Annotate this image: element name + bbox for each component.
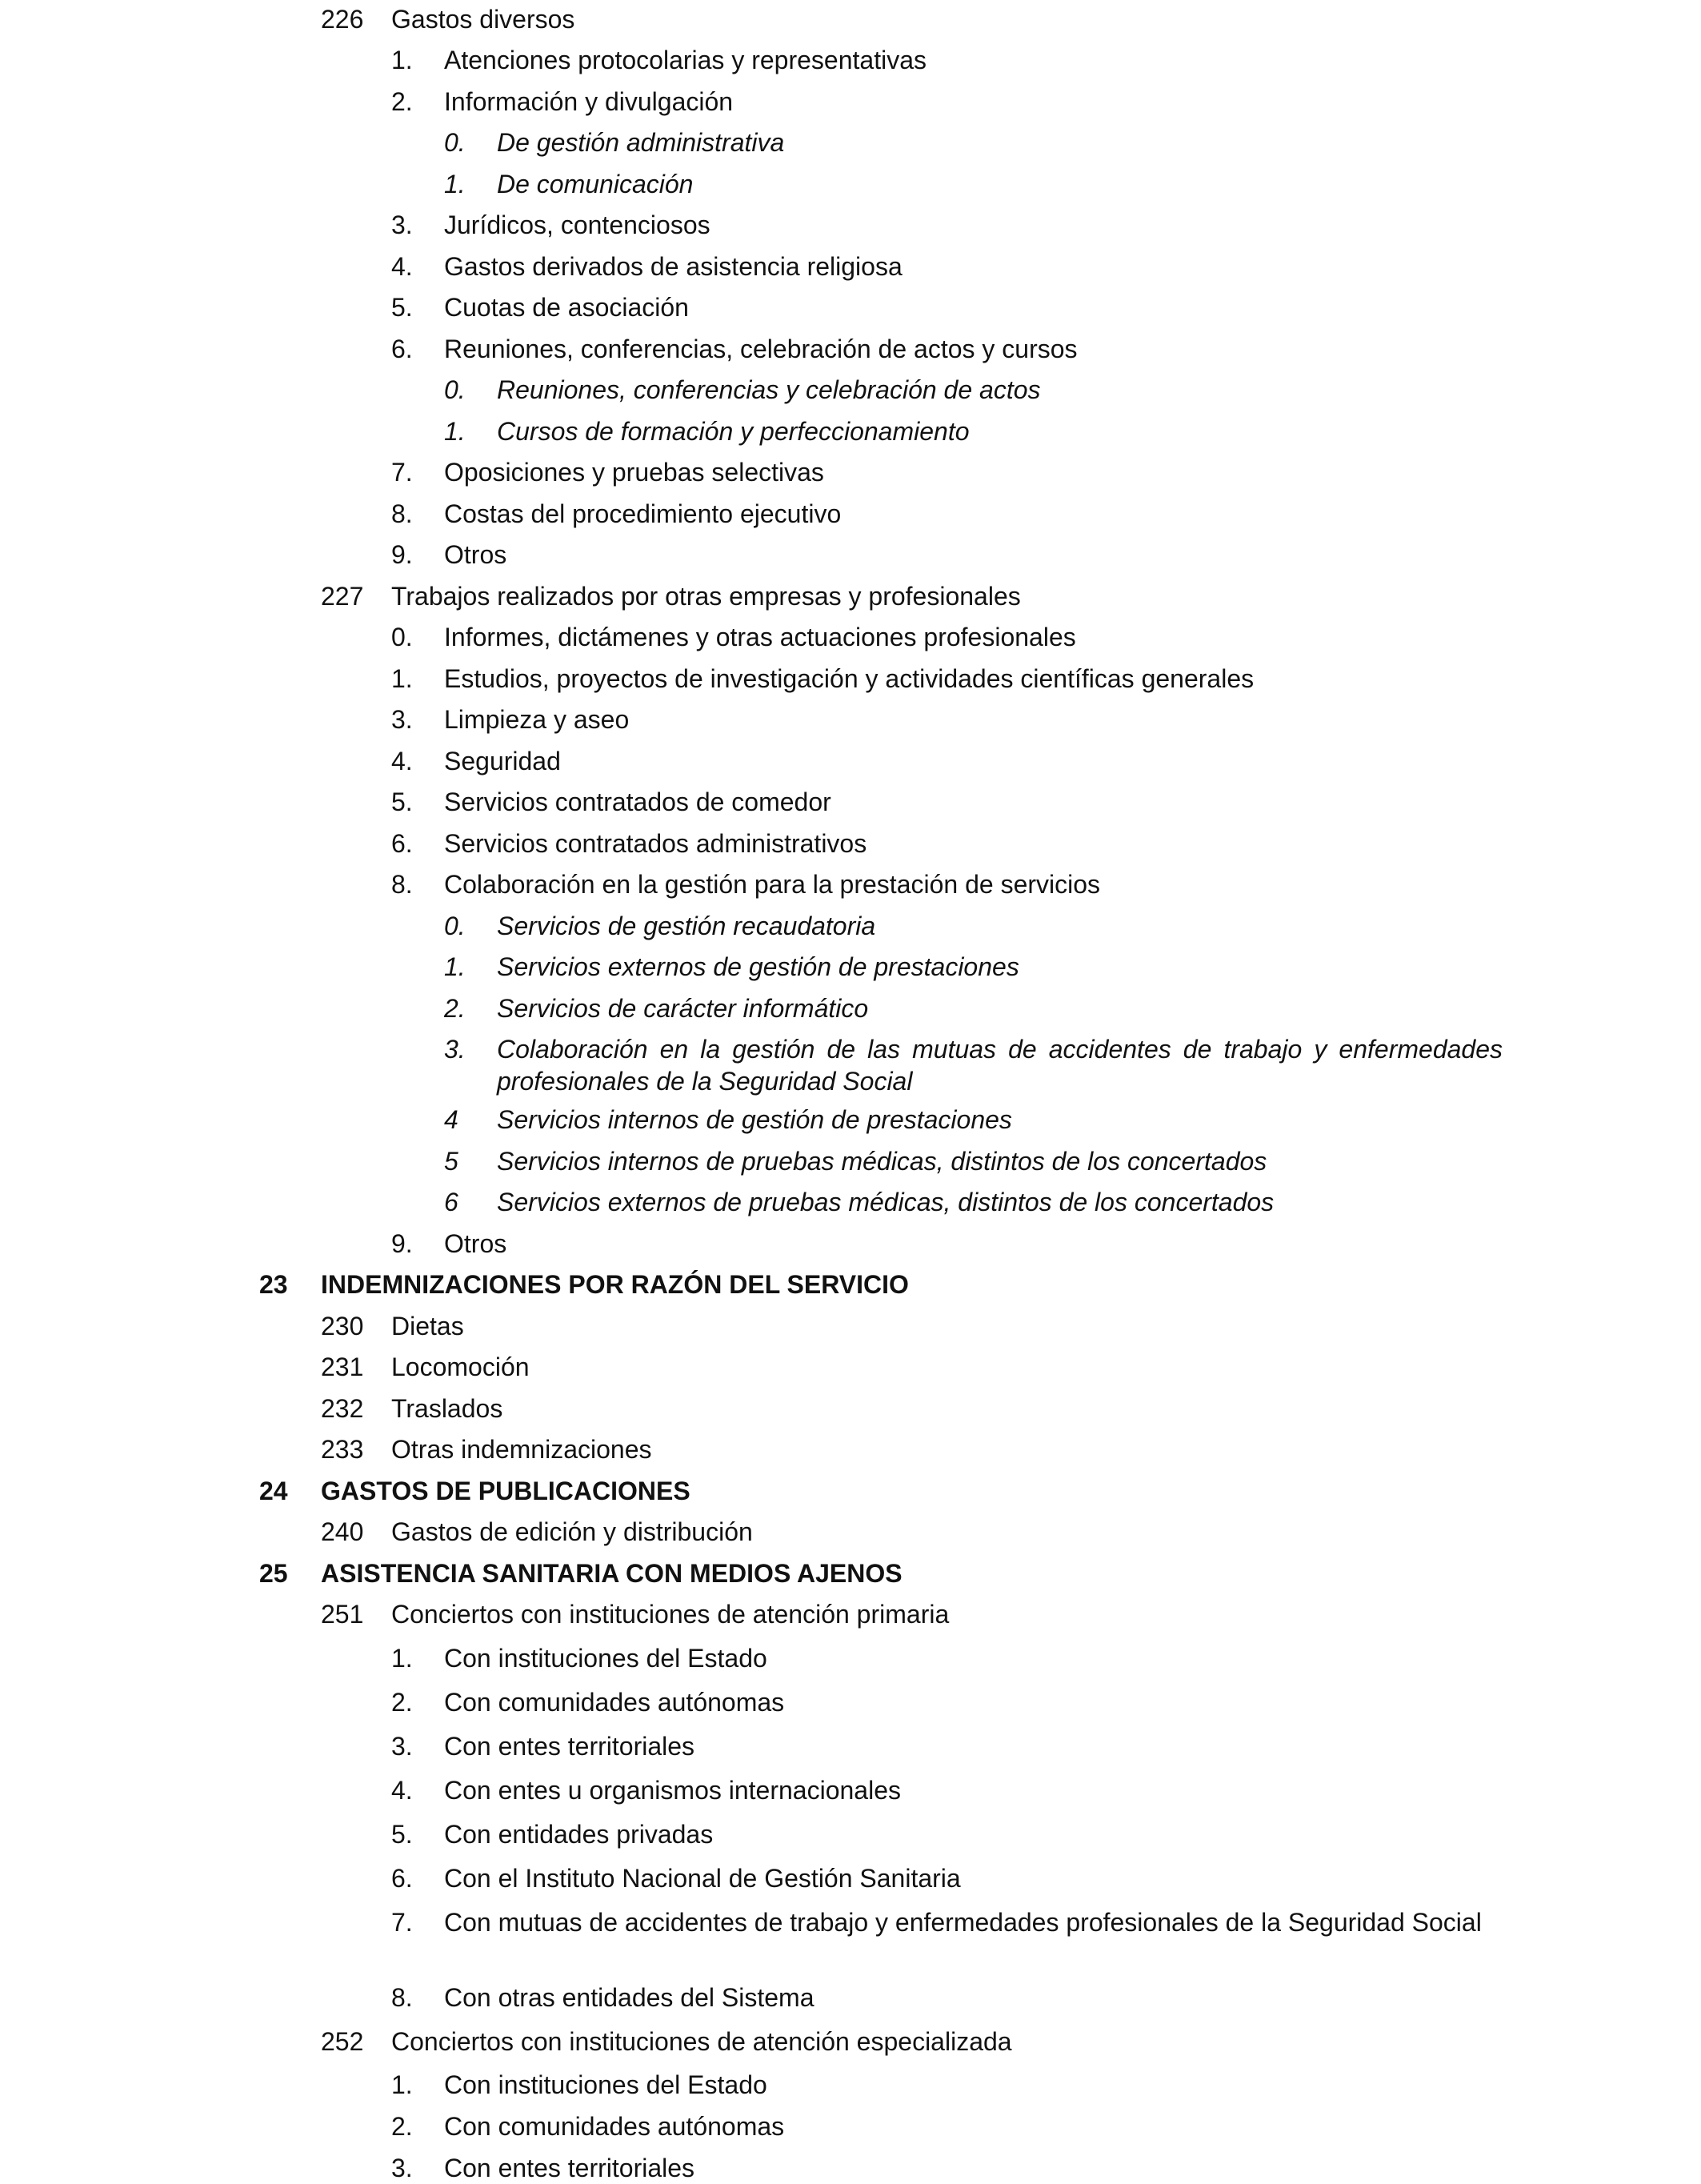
entry-text: Con mutuas de accidentes de trabajo y enfermedades profesionales de la Seguridad Social xyxy=(444,1908,1482,1937)
entry-code: 240 xyxy=(321,1517,364,1546)
entry-text: Otros xyxy=(444,1229,507,1258)
entry-code: 5 xyxy=(444,1147,458,1176)
entry-code: 2. xyxy=(444,994,466,1023)
entry-text: Oposiciones y pruebas selectivas xyxy=(444,458,824,487)
entry-text: Colaboración en la gestión para la prestación de servicios xyxy=(444,870,1101,899)
entry-text: Conciertos con instituciones de atención primaria xyxy=(391,1600,950,1629)
entry-code: 9. xyxy=(391,1229,413,1258)
entry-code: 3. xyxy=(391,210,413,239)
entry-text: Con el Instituto Nacional de Gestión Sanitaria xyxy=(444,1864,961,1893)
entry-code: 1. xyxy=(391,46,413,74)
entry-code: 6. xyxy=(391,1864,413,1893)
entry-code: 4. xyxy=(391,747,413,775)
entry-text: Costas del procedimiento ejecutivo xyxy=(444,499,842,528)
entry-code: 3. xyxy=(391,2154,413,2182)
entry-text: Con entes u organismos internacionales xyxy=(444,1776,901,1805)
entry-code: 232 xyxy=(321,1394,364,1423)
entry-code: 7. xyxy=(391,1908,413,1937)
entry-text: ASISTENCIA SANITARIA CON MEDIOS AJENOS xyxy=(321,1559,903,1588)
entry-code: 251 xyxy=(321,1600,364,1629)
entry-code: 1. xyxy=(391,664,413,693)
entry-code: 231 xyxy=(321,1352,364,1381)
entry-code: 6. xyxy=(391,829,413,858)
entry-code: 2. xyxy=(391,2112,413,2141)
entry-code: 3. xyxy=(391,1732,413,1761)
entry-code: 1. xyxy=(391,1644,413,1673)
entry-code: 3. xyxy=(391,705,413,734)
entry-code: 8. xyxy=(391,870,413,899)
entry-code: 227 xyxy=(321,582,364,611)
entry-text: Gastos derivados de asistencia religiosa xyxy=(444,252,903,281)
entry-code: 0. xyxy=(444,912,466,940)
entry-text: Colaboración en la gestión de las mutuas de accidentes de trabajo y enfermedades profesionales de la Seguridad Social xyxy=(497,1035,1503,1096)
entry-text: Servicios externos de gestión de prestaciones xyxy=(497,952,1019,981)
entry-code: 2. xyxy=(391,1688,413,1717)
entry-text: Servicios de gestión recaudatoria xyxy=(497,912,876,940)
entry-text: Limpieza y aseo xyxy=(444,705,630,734)
entry-text: GASTOS DE PUBLICACIONES xyxy=(321,1477,690,1505)
entry-code: 1. xyxy=(444,952,466,981)
entry-text: Con entes territoriales xyxy=(444,1732,695,1761)
entry-code: 5. xyxy=(391,293,413,322)
entry-code: 2. xyxy=(391,87,413,116)
entry-code: 24 xyxy=(259,1477,288,1505)
entry-code: 252 xyxy=(321,2027,364,2056)
entry-text: Reuniones, conferencias y celebración de actos xyxy=(497,375,1041,404)
entry-code: 6 xyxy=(444,1188,458,1216)
entry-text: Información y divulgación xyxy=(444,87,734,116)
entry-code: 5. xyxy=(391,787,413,816)
entry-code: 3. xyxy=(444,1035,466,1064)
entry-code: 1. xyxy=(444,417,466,446)
entry-text: Cuotas de asociación xyxy=(444,293,689,322)
entry-text: Con entidades privadas xyxy=(444,1820,714,1849)
entry-code: 230 xyxy=(321,1312,364,1340)
entry-text: Estudios, proyectos de investigación y actividades científicas generales xyxy=(444,664,1255,693)
entry-text: De comunicación xyxy=(497,170,694,198)
entry-text: INDEMNIZACIONES POR RAZÓN DEL SERVICIO xyxy=(321,1270,909,1299)
entry-text: Con instituciones del Estado xyxy=(444,2070,767,2099)
entry-code: 1. xyxy=(444,170,466,198)
entry-text: Con otras entidades del Sistema xyxy=(444,1983,814,2012)
entry-code: 23 xyxy=(259,1270,288,1299)
entry-code: 0. xyxy=(444,375,466,404)
entry-text: Servicios contratados administrativos xyxy=(444,829,867,858)
entry-text: Atenciones protocolarias y representativas xyxy=(444,46,927,74)
entry-code: 226 xyxy=(321,5,364,34)
entry-text: Con comunidades autónomas xyxy=(444,2112,785,2141)
entry-text: Informes, dictámenes y otras actuaciones profesionales xyxy=(444,623,1076,651)
entry-code: 25 xyxy=(259,1559,288,1588)
entry-text: Gastos diversos xyxy=(391,5,575,34)
entry-text: Otras indemnizaciones xyxy=(391,1435,652,1464)
entry-code: 8. xyxy=(391,499,413,528)
entry-code: 4 xyxy=(444,1105,458,1134)
entry-code: 1. xyxy=(391,2070,413,2099)
entry-text: Otros xyxy=(444,540,507,569)
entry-text: Traslados xyxy=(391,1394,503,1423)
entry-code: 5. xyxy=(391,1820,413,1849)
entry-text: Seguridad xyxy=(444,747,561,775)
entry-text: Trabajos realizados por otras empresas y profesionales xyxy=(391,582,1021,611)
entry-text: Jurídicos, contenciosos xyxy=(444,210,710,239)
entry-code: 4. xyxy=(391,1776,413,1805)
entry-text: Gastos de edición y distribución xyxy=(391,1517,753,1546)
entry-text: Servicios internos de pruebas médicas, distintos de los concertados xyxy=(497,1147,1267,1176)
entry-text: Servicios internos de gestión de prestaciones xyxy=(497,1105,1012,1134)
entry-text: Cursos de formación y perfeccionamiento xyxy=(497,417,970,446)
entry-code: 7. xyxy=(391,458,413,487)
entry-text: Locomoción xyxy=(391,1352,530,1381)
entry-code: 0. xyxy=(444,128,466,157)
entry-text: Dietas xyxy=(391,1312,464,1340)
entry-text: De gestión administrativa xyxy=(497,128,785,157)
entry-code: 233 xyxy=(321,1435,364,1464)
entry-code: 6. xyxy=(391,335,413,363)
entry-text: Con entes territoriales xyxy=(444,2154,695,2182)
entry-text: Con comunidades autónomas xyxy=(444,1688,785,1717)
entry-code: 4. xyxy=(391,252,413,281)
entry-code: 0. xyxy=(391,623,413,651)
entry-code: 9. xyxy=(391,540,413,569)
entry-text: Servicios externos de pruebas médicas, distintos de los concertados xyxy=(497,1188,1275,1216)
entry-code: 8. xyxy=(391,1983,413,2012)
entry-text: Servicios de carácter informático xyxy=(497,994,869,1023)
entry-text: Conciertos con instituciones de atención especializada xyxy=(391,2027,1012,2056)
entry-text: Servicios contratados de comedor xyxy=(444,787,831,816)
entry-text: Reuniones, conferencias, celebración de actos y cursos xyxy=(444,335,1078,363)
entry-text: Con instituciones del Estado xyxy=(444,1644,767,1673)
